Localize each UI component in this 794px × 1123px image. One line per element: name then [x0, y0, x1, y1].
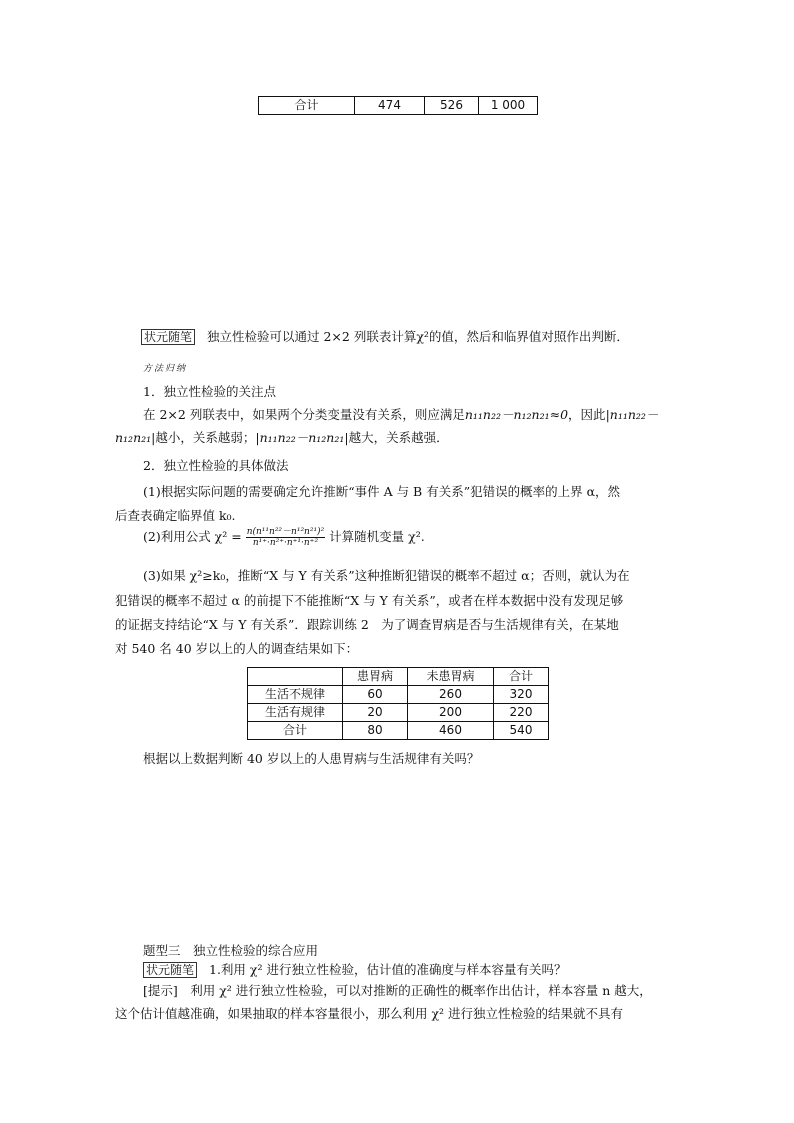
table-cell: 合计 [248, 722, 343, 740]
method-item2-title: 2．独立性检验的具体做法 [143, 458, 289, 473]
table-row [259, 97, 538, 115]
hint-line2: 这个估计值越准确，如果抽取的样本容量很小，那么利用 χ² 进行独立性检验的结果就不具有 [115, 1006, 624, 1021]
table-cell: 合计 [259, 97, 355, 115]
formula-numerator: n(n¹¹n²²－n¹²n²¹)² [246, 527, 325, 537]
text-span: (2)利用公式 χ² = [143, 529, 242, 544]
table-cell: 220 [494, 704, 549, 722]
method-item1-title: 1．独立性检验的关注点 [143, 384, 276, 399]
method-step3-line2: 犯错误的概率不超过 α 的前提下不能推断“X 与 Y 有关系”，或者在样本数据中没有发现足够 [115, 593, 624, 608]
top-total-table [258, 96, 538, 115]
method-step1-line2: 后查表确定临界值 k₀. [115, 508, 236, 523]
reflection-note [141, 327, 629, 345]
table-cell: 526 [425, 97, 479, 115]
method-heading: 方法归纳 [143, 364, 188, 374]
text-span: 越小，关系越弱； [155, 430, 256, 445]
section-title: 题型三 独立性检验的综合应用 [143, 943, 319, 958]
formula: n₁₂n₂₁| [115, 430, 156, 445]
table-row [248, 722, 549, 740]
method-step3-line4: 对 540 名 40 岁以上的人的调查结果如下： [115, 641, 359, 656]
table-header: 合计 [494, 668, 549, 686]
table-cell: 80 [343, 722, 408, 740]
table-cell: 460 [408, 722, 494, 740]
method-step2 [143, 527, 425, 548]
table-cell: 20 [343, 704, 408, 722]
type3-question-text: 1.利用 χ² 进行独立性检验，估计值的准确度与样本容量有关吗？ [209, 962, 567, 977]
method-item1-line1 [143, 405, 658, 423]
table-header: 未患胃病 [408, 668, 494, 686]
method-step3-line1: (3)如果 χ²≥k₀，推断“X 与 Y 有关系”这种推断犯错误的概率不超过 α；否则，就认为在 [143, 568, 630, 583]
table-cell: 474 [355, 97, 425, 115]
table-cell: 1 000 [479, 97, 538, 115]
table-cell: 200 [408, 704, 494, 722]
reflection-text: 独立性检验可以通过 2×2 列联表计算χ²的值，然后和临界值对照作出判断． [207, 329, 629, 344]
survey-table [247, 667, 549, 740]
table-header: 患胃病 [343, 668, 408, 686]
text-span: 越大，关系越强． [348, 430, 449, 445]
table-row [248, 704, 549, 722]
question-text: 根据以上数据判断 40 岁以上的人患胃病与生活规律有关吗？ [143, 751, 480, 766]
table-cell: 生活有规律 [248, 704, 343, 722]
type3-question [143, 960, 566, 978]
table-header [248, 668, 343, 686]
formula: |n₁₁n₂₂－n₁₂n₂₁| [255, 430, 349, 445]
method-step1-line1: (1)根据实际问题的需要确定允许推断“事件 A 与 B 有关系”犯错误的概率的上界 α，然 [143, 484, 621, 499]
text-span: 在 2×2 列联表中，如果两个分类变量没有关系，则应满足 [143, 407, 465, 422]
formula: n₁₁n₂₂－n₁₂n₂₁≈0 [464, 407, 569, 422]
chi-square-formula [246, 527, 325, 548]
method-step3-line3: 的证据支持结论“X 与 Y 有关系”．跟踪训练 2 为了调查胃病是否与生活规律有关，在某地 [115, 617, 619, 632]
table-row [248, 686, 549, 704]
table-cell: 生活不规律 [248, 686, 343, 704]
text-span: 计算随机变量 χ². [329, 529, 425, 544]
text-span: ，因此 [568, 407, 606, 422]
reflection-tag: 状元随笔 [143, 962, 197, 978]
table-cell: 320 [494, 686, 549, 704]
formula: |n₁₁n₂₂－ [605, 407, 659, 422]
formula-denominator: n¹⁺·n²⁺·n⁺¹·n⁺² [252, 538, 319, 548]
method-item1-line2 [115, 428, 449, 446]
table-cell: 260 [408, 686, 494, 704]
table-cell: 540 [494, 722, 549, 740]
hint-line1: [提示] 利用 χ² 进行独立性检验，可以对推断的正确性的概率作出估计，样本容量 n 越大， [143, 983, 652, 998]
table-header-row [248, 668, 549, 686]
reflection-tag: 状元随笔 [141, 329, 195, 345]
table-cell: 60 [343, 686, 408, 704]
